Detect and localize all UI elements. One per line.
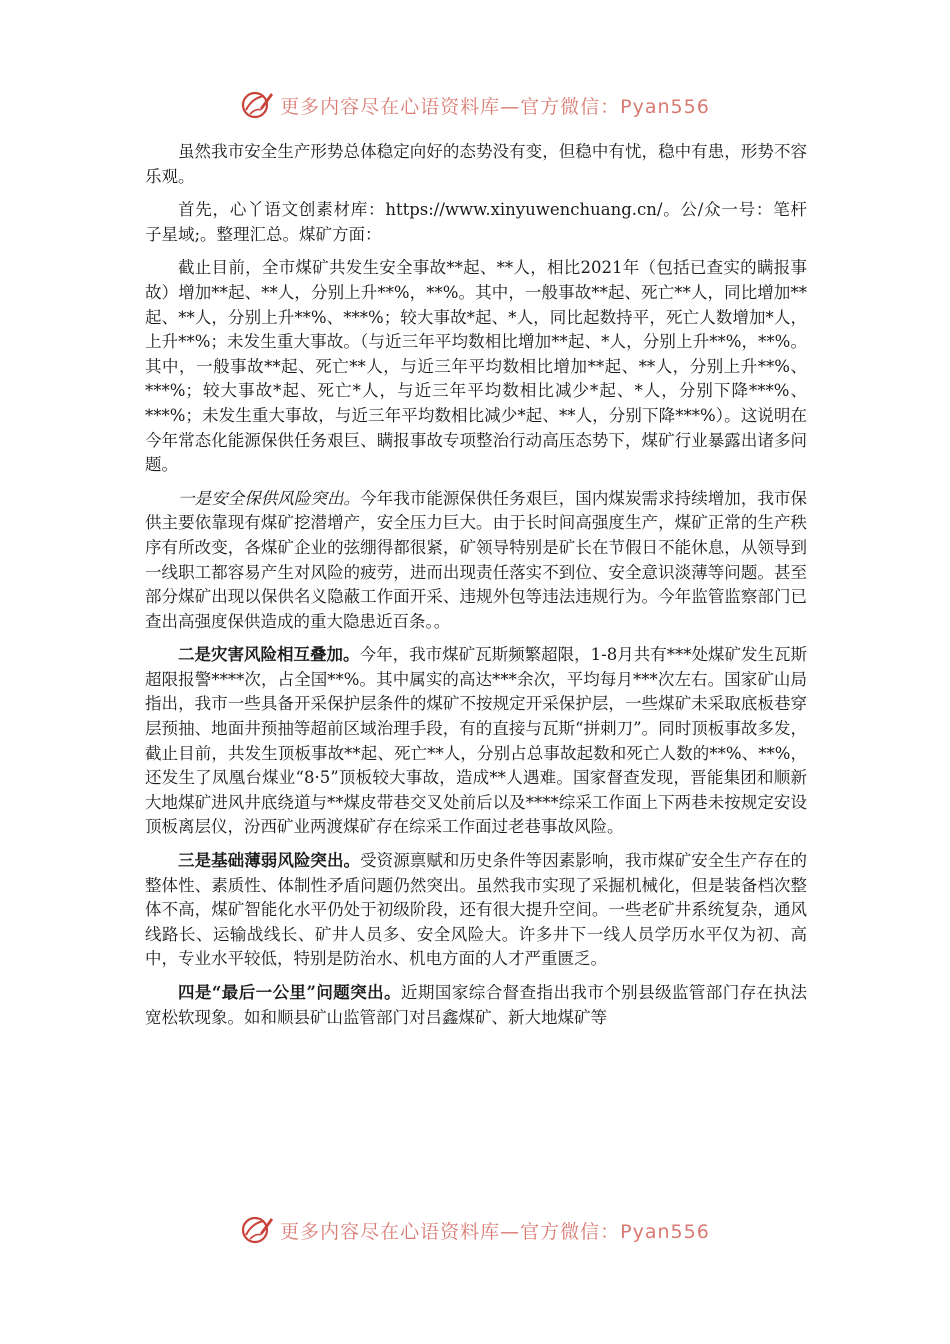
watermark-text: 更多内容尽在心语资料库—官方微信：Pyan556 xyxy=(280,1220,710,1243)
paragraph-body: 受资源禀赋和历史条件等因素影响，我市煤矿安全生产存在的整体性、素质性、体制性矛盾问题仍然突出。虽然我市实现了采掘机械化，但是装备档次整体不高，煤矿智能化水平仍处于初级阶段，还有很大提升空间。一些老矿井系统复杂，通风线路长、运输战线长、矿井人员多、安全风险大。许多井下一线人员学历水平仅为初、高中，专业水平较低，特别是防治水、机电方面的人才严重匮乏。 xyxy=(145,851,808,969)
watermark-text: 更多内容尽在心语资料库—官方微信：Pyan556 xyxy=(280,95,710,118)
paragraph-statistics: 截止目前，全市煤矿共发生安全事故**起、**人，相比2021年（包括已查实的瞒报事故）增加**起、**人，分别上升**%，**%。其中，一般事故**起、死亡**人，同比增加**起、**人，分别上升**%、***%；较大事故*起、*人，同比起数持平，死亡人数增加*人，上升**%；未发生重大事故。（与近三年平均数相比增加**起、*人，分别上升**%，**%。其中，一般事故**起、死亡**人，与近三年平均数相比增加**起、**人，分别上升**%、***%；较大事故*起、死亡*人，与近三年平均数相比减少*起、*人，分别下降***%、***%；未发生重大事故，与近三年平均数相比减少*起、**人，分别下降***%）。这说明在今年常态化能源保供任务艰巨、瞒报事故专项整治行动高压态势下，煤矿行业暴露出诸多问题。 xyxy=(145,258,807,475)
pen-logo-icon xyxy=(240,1213,274,1247)
paragraph-lead: 二是灾害风险相互叠加。 xyxy=(178,645,360,665)
paragraph-lead: 三是基础薄弱风险突出。 xyxy=(178,851,361,871)
paragraph-foundation-risk xyxy=(145,849,807,972)
paragraph-body: 今年，我市煤矿瓦斯频繁超限，1-8月共有***处煤矿发生瓦斯超限报警****次，占全国**%。其中属实的高达***余次，平均每月***次左右。国家矿山局指出，我市一些具备开采保护层条件的煤矿不按规定开采保护层，一些煤矿未采取底板巷穿层预抽、地面井预抽等超前区域治理手段，有的直接与瓦斯“拼刺刀”。同时顶板事故多发，截止目前，共发生顶板事故**起、死亡**人，分别占总事故起数和死亡人数的**%、**%，还发生了凤凰台煤业“8·5”顶板较大事故，造成**人遇难。国家督查发现，晋能集团和顺新大地煤矿进风井底绕道与**煤皮带巷交叉处前后以及****综采工作面上下两巷未按规定安设顶板离层仪，汾西矿业两渡煤矿存在综采工作面过老巷事故风险。 xyxy=(145,645,808,837)
paragraph-body: 今年我市能源保供任务艰巨，国内煤炭需求持续增加，我市保供主要依靠现有煤矿挖潜增产，安全压力巨大。由于长时间高强度生产，煤矿正常的生产秩序有所改变，各煤矿企业的弦绷得都很紧，矿领导特别是矿长在节假日不能休息，从领导到一线职工都容易产生对风险的疲劳，进而出现责任落实不到位、安全意识淡薄等问题。甚至部分煤矿出现以保供名义隐蔽工作面开采、违规外包等违法违规行为。今年监管监察部门已查出高强度保供造成的重大隐患近百条。。 xyxy=(145,488,808,631)
pen-logo-icon xyxy=(240,88,274,122)
paragraph-source: 首先，心丫语文创素材库：https://www.xinyuwenchuang.cn/。公/众一号：笔杆子星域;。整理汇总。煤矿方面： xyxy=(145,200,807,244)
paragraph-body: 近期国家综合督查指出我市个别县级监管部门存在执法宽松软现象。如和顺县矿山监管部门对吕鑫煤矿、新大地煤矿等 xyxy=(145,983,808,1027)
paragraph-supply-risk xyxy=(145,487,807,635)
paragraph-overview: 虽然我市安全生产形势总体稳定向好的态势没有变，但稳中有忧，稳中有患，形势不容乐观。 xyxy=(145,142,807,186)
watermark-footer xyxy=(0,1210,950,1250)
paragraph-lead: 一是安全保供风险突出。 xyxy=(178,488,361,508)
paragraph-hazard-risk xyxy=(145,643,807,840)
paragraph-last-mile xyxy=(145,981,807,1030)
watermark-header xyxy=(0,85,950,125)
paragraph-lead: 四是“最后一公里”问题突出。 xyxy=(178,983,402,1002)
document-body xyxy=(145,140,807,1039)
